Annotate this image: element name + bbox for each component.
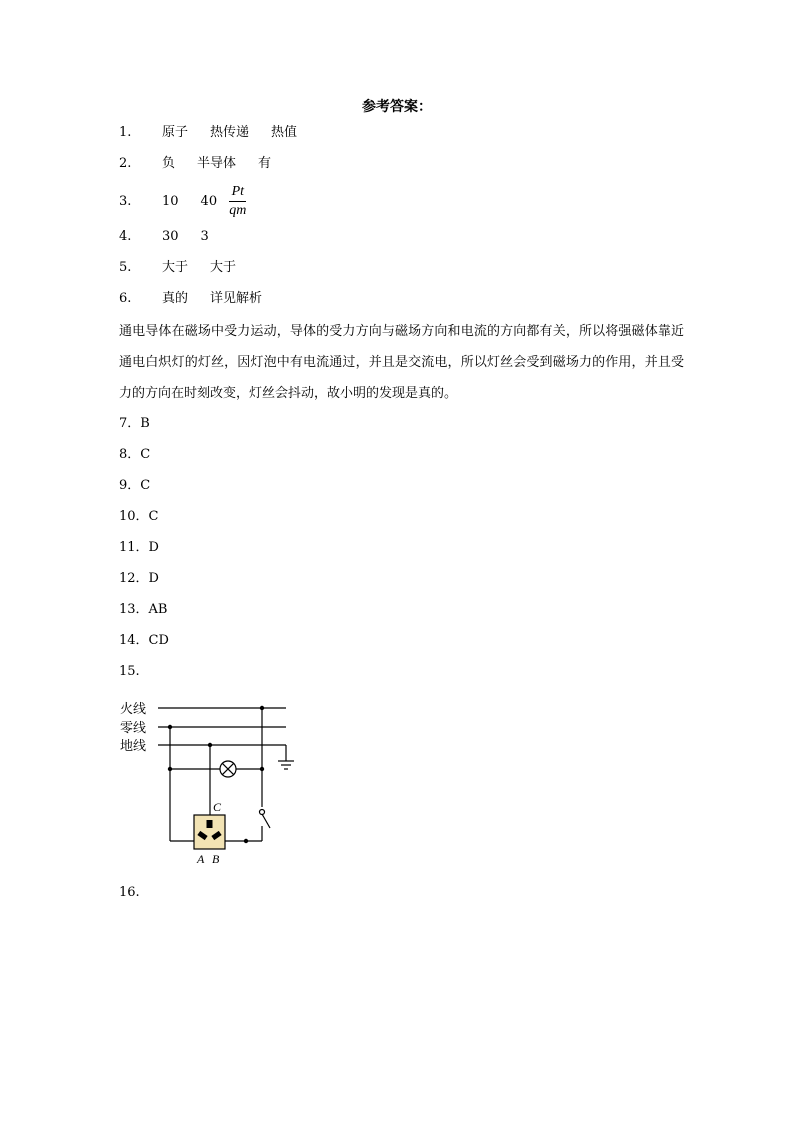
answer-item: 10 (162, 194, 179, 209)
answer-14: 14．CD (119, 633, 169, 648)
answer-item: 3 (200, 229, 209, 244)
answer-number: 2. (119, 156, 132, 171)
answer-16: 16. (119, 885, 140, 900)
answer-13: 13．AB (119, 602, 168, 617)
fraction-denominator: qm (229, 203, 247, 218)
answer-number: 4. (119, 229, 132, 244)
answer-7: 7．B (119, 416, 150, 431)
circuit-diagram (118, 695, 308, 875)
fraction (229, 183, 246, 220)
answer-1 (119, 123, 319, 143)
answer-3 (119, 183, 246, 220)
answer-item: 原子 (162, 125, 189, 140)
answer-item: 30 (162, 229, 179, 244)
lamp-icon (220, 761, 236, 777)
answer-item: 40 (200, 194, 218, 209)
answer-9: 9．C (119, 478, 151, 493)
answer-item: 大于 (210, 260, 237, 275)
ground-wire-label: 地线 (120, 739, 147, 754)
answer-10: 10．C (119, 509, 159, 524)
answer-item: 大于 (162, 260, 189, 275)
answer-item: 详见解析 (210, 291, 263, 306)
answer-item: 负 (162, 156, 176, 171)
answer-6 (119, 289, 284, 309)
live-wire-label: 火线 (120, 702, 147, 717)
answer-item: 有 (258, 156, 272, 171)
answer-5 (119, 258, 258, 278)
answer-item: 热值 (271, 125, 298, 140)
answer-2 (119, 154, 293, 174)
fraction-numerator: Pt (229, 183, 246, 202)
switch-icon (260, 810, 271, 829)
answer-number: 6. (119, 291, 132, 306)
answer-6-explanation: 通电导体在磁场中受力运动，导体的受力方向与磁场方向和电流的方向都有关，所以将强磁体靠近通电白炽灯的灯丝，因灯泡中有电流通过，并且是交流电，所以灯丝会受到磁场力的作用，并且受力的方向在时刻改变，灯丝会抖动，故小明的发现是真的。 (119, 324, 684, 401)
socket-pin-b-label: B (212, 852, 220, 866)
answer-item: 真的 (162, 291, 189, 306)
answer-15: 15. (119, 664, 140, 679)
socket-pin-a-label: A (197, 852, 205, 866)
neutral-wire-label: 零线 (120, 721, 147, 736)
answer-11: 11．D (119, 540, 159, 555)
answer-4 (119, 227, 231, 247)
page-title: 参考答案： (362, 99, 432, 115)
answer-number: 3. (119, 194, 132, 209)
answer-12: 12．D (119, 571, 159, 586)
socket-pin-c-label: C (213, 800, 222, 814)
three-pin-socket-icon (194, 815, 225, 849)
answer-number: 5. (119, 260, 132, 275)
ground-icon (278, 745, 294, 769)
answer-number: 1. (119, 125, 132, 140)
answer-8: 8．C (119, 447, 151, 462)
answer-item: 半导体 (197, 156, 237, 171)
answer-item: 热传递 (210, 125, 250, 140)
